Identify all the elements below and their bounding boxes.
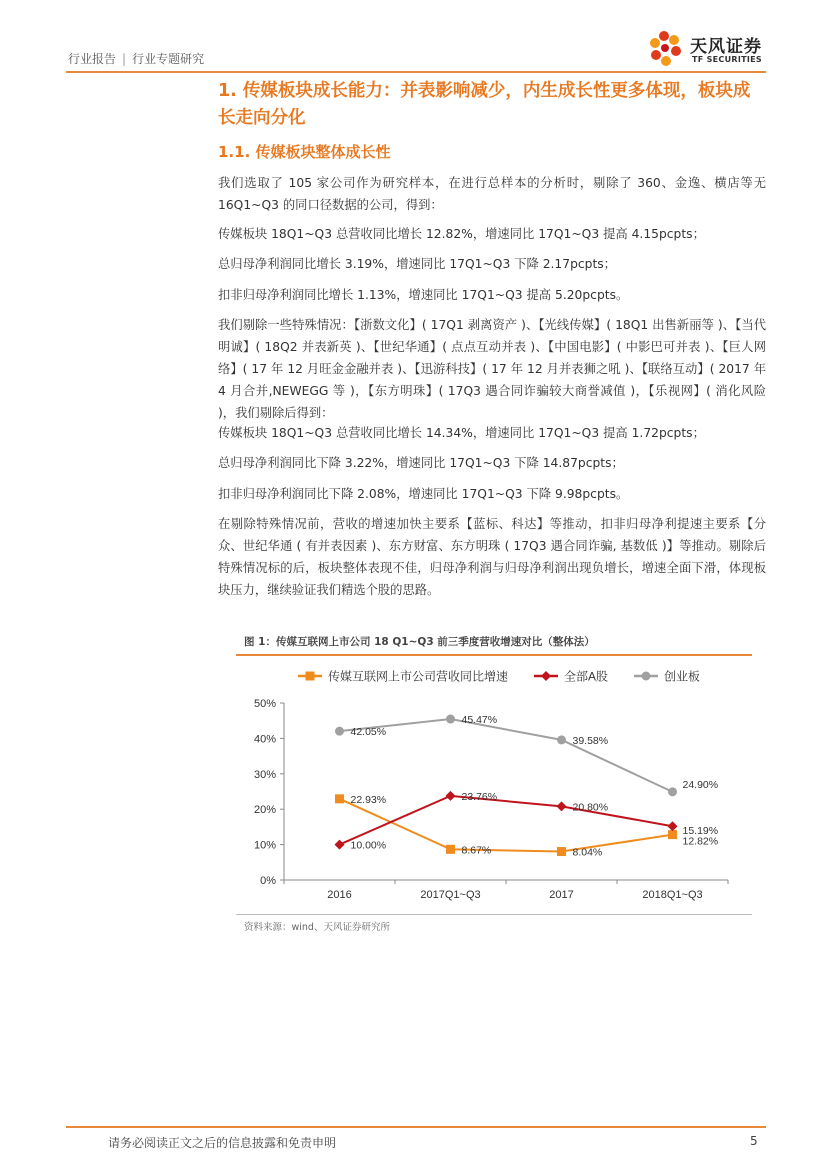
source-divider (236, 914, 752, 915)
logo-petals-icon (646, 28, 690, 70)
series-2-label-3: 24.90% (682, 778, 719, 791)
figure-title-row (236, 634, 752, 653)
series-2-label-0: 42.05% (350, 726, 387, 739)
series-1-point-2 (557, 801, 567, 811)
series-1-label-0: 10.00% (350, 839, 387, 852)
series-0-label-2: 8.04% (572, 846, 603, 859)
chart-svg (236, 658, 752, 912)
figure-title-divider (236, 654, 752, 656)
series-0-point-2 (557, 847, 566, 856)
logo-text-en: TF SECURITIES (692, 55, 762, 64)
footer-disclaimer: 请务必阅读正文之后的信息披露和免责申明 (108, 1136, 337, 1150)
series-0-point-0 (335, 794, 344, 803)
series-2-label-2: 39.58% (572, 734, 609, 747)
body-paragraph-net-profit: 总归母净利润同比增长 3.19%，增速同比 17Q1~Q3 下降 2.17pcpts； (218, 257, 616, 271)
y-tick-label-3: 30% (253, 768, 276, 781)
report-category (68, 50, 204, 67)
series-line-0 (340, 799, 673, 852)
growth-line-chart (236, 658, 752, 912)
legend-marker-2 (642, 672, 651, 681)
series-line-2 (340, 719, 673, 792)
legend-label-1: 全部A股 (564, 669, 609, 684)
y-tick-label-1: 10% (253, 839, 276, 852)
series-2-point-0 (335, 727, 344, 736)
series-1-label-2: 20.80% (572, 801, 609, 814)
series-0-point-3 (668, 830, 677, 839)
series-1-label-1: 23.76% (461, 790, 498, 803)
header-divider (66, 71, 766, 73)
series-2-point-1 (446, 715, 455, 724)
series-line-1 (340, 793, 673, 845)
subsection-heading: 1.1. 传媒板块整体成长性 (218, 143, 391, 161)
x-tick-label-0: 2016 (327, 889, 352, 901)
logo-text-cn: 天风证券 (690, 37, 762, 57)
series-0-point-1 (446, 845, 455, 854)
footer-divider (66, 1126, 766, 1128)
legend-label-2: 创业板 (664, 669, 701, 684)
series-2-point-2 (557, 735, 566, 744)
figure-source: 资料来源：wind、天风证券研究所 (244, 922, 390, 933)
series-1-label-3: 15.19% (682, 825, 719, 838)
section-heading: 1. 传媒板块成长能力：并表影响减少，内生成长性更多体现，板块成长走向分化 (218, 81, 751, 128)
legend-marker-1 (541, 671, 551, 681)
y-tick-label-5: 50% (253, 698, 276, 710)
body-paragraph-conclusion: 在剔除特殊情况前，营收的增速加快主要系【蓝标、科达】等推动，扣非归母净利提速主要系【分众、世纪华通 ( 有并表因素 )、东方财富、东方明珠 ( 17Q3 遇合同诈骗, 基数低 )】等推动。剔除后特殊情况标的后，板块整体表现不佳，归母净利润与归母净利润出现负增长，增速全面下滑，体现板块压力，继续验证我们精选个股的思路。 (218, 517, 766, 597)
body-paragraph-deducted-profit-adjusted: 扣非归母净利润同比下降 2.08%，增速同比 17Q1~Q3 下降 9.98pcpts。 (218, 487, 629, 501)
body-paragraph-intro: 我们选取了 105 家公司作为研究样本，在进行总样本的分析时，剔除了 360、金逸、横店等无 16Q1~Q3 的同口径数据的公司，得到： (218, 176, 766, 212)
series-0-label-1: 8.67% (461, 844, 492, 857)
body-paragraph-revenue: 传媒板块 18Q1~Q3 总营收同比增长 12.82%，增速同比 17Q1~Q3 提高 4.15pcpts； (218, 227, 705, 241)
company-logo (646, 28, 766, 70)
body-paragraph-deducted-profit: 扣非归母净利润同比增长 1.13%，增速同比 17Q1~Q3 提高 5.20pcpts。 (218, 288, 629, 302)
series-1-point-1 (446, 791, 456, 801)
series-2-label-1: 45.47% (461, 714, 498, 727)
series-1-point-0 (335, 840, 345, 850)
series-0-label-3: 12.82% (682, 835, 719, 848)
x-tick-label-3: 2018Q1~Q3 (642, 889, 703, 901)
series-2-point-3 (668, 787, 677, 796)
y-tick-label-2: 20% (253, 804, 276, 817)
body-paragraph-revenue-adjusted: 传媒板块 18Q1~Q3 总营收同比增长 14.34%，增速同比 17Q1~Q3 提高 1.72pcpts； (218, 426, 705, 440)
page-number: 5 (750, 1134, 758, 1148)
body-paragraph-exclusions: 我们剔除一些特殊情况：【浙数文化】( 17Q1 剥离资产 )、【光线传媒】( 18Q1 出售新丽等 )、【当代明诚】( 18Q2 并表新英 )、【世纪华通】( 点点互动并表 )、【中国电影】( 中影巴可并表 )、【巨人网络】( 17 年 12 月旺金金融并表 )、【迅游科技】( 17 年 12 月并表狮之吼 )、【联络互动】( 2017 年 4 月合并,NEWEGG 等 )，【东方明珠】( 17Q3 遇合同诈骗较大商誉减值 )，【乐视网】( 消化风险 )，我们剔除后得到： (218, 318, 766, 420)
x-tick-label-1: 2017Q1~Q3 (420, 889, 481, 901)
subcategory-label: 行业专题研究 (132, 52, 205, 66)
category-separator: | (122, 52, 127, 66)
figure-title: 图 1：传媒互联网上市公司 18 Q1~Q3 前三季度营收增速对比（整体法） (244, 636, 595, 648)
body-paragraph-net-profit-adjusted: 总归母净利润同比下降 3.22%，增速同比 17Q1~Q3 下降 14.87pcpts； (218, 456, 624, 470)
legend-label-0: 传媒互联网上市公司营收同比增速 (328, 669, 509, 684)
legend-marker-0 (306, 672, 315, 681)
category-label: 行业报告 (68, 52, 117, 66)
series-0-label-0: 22.93% (350, 793, 387, 806)
y-tick-label-0: 0% (260, 875, 276, 887)
series-1-point-3 (668, 821, 678, 831)
x-tick-label-2: 2017 (549, 889, 574, 901)
y-tick-label-4: 40% (253, 733, 276, 746)
